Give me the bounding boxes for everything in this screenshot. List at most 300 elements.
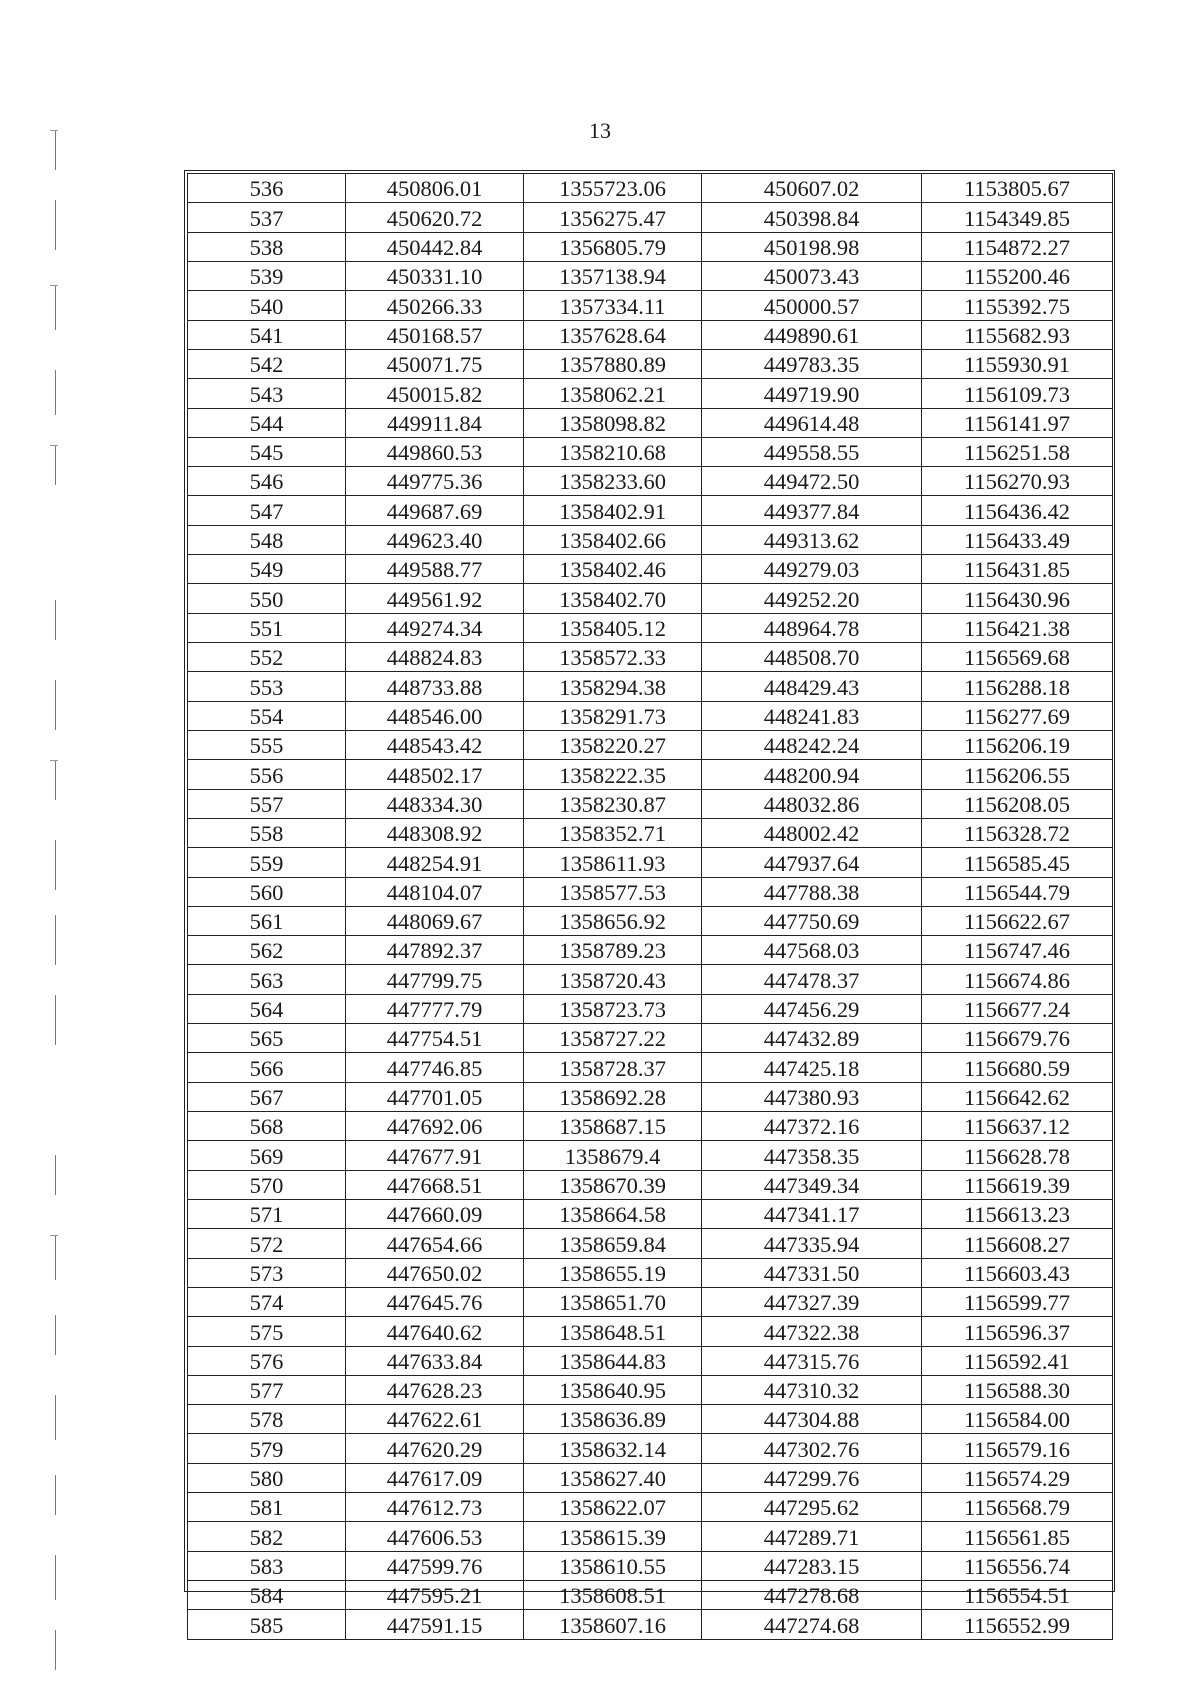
y-coordinate-cell: 1358651.70: [524, 1287, 702, 1316]
y2-coordinate-cell: 1156613.23: [922, 1199, 1113, 1228]
x2-coordinate-cell: 447295.62: [702, 1493, 922, 1522]
scan-edge-mark: [55, 200, 56, 250]
y2-coordinate-cell: 1155682.93: [922, 320, 1113, 349]
coordinate-table: [187, 173, 1113, 1640]
table-row: [188, 789, 1113, 818]
x2-coordinate-cell: 448508.70: [702, 643, 922, 672]
table-row: [188, 1522, 1113, 1551]
y2-coordinate-cell: 1156569.68: [922, 643, 1113, 672]
y2-coordinate-cell: 1156603.43: [922, 1258, 1113, 1287]
scan-edge-mark: [55, 680, 56, 730]
table-row: [188, 1082, 1113, 1111]
y-coordinate-cell: 1356275.47: [524, 203, 702, 232]
y-coordinate-cell: 1358692.28: [524, 1082, 702, 1111]
x-coordinate-cell: 448546.00: [346, 701, 524, 730]
x2-coordinate-cell: 447304.88: [702, 1405, 922, 1434]
x2-coordinate-cell: 447302.76: [702, 1434, 922, 1463]
table-row: [188, 1581, 1113, 1610]
y-coordinate-cell: 1357334.11: [524, 291, 702, 320]
y-coordinate-cell: 1358670.39: [524, 1170, 702, 1199]
y-coordinate-cell: 1358222.35: [524, 760, 702, 789]
x-coordinate-cell: 448254.91: [346, 848, 524, 877]
scan-edge-tick: [50, 1235, 58, 1236]
point-number-cell: 584: [188, 1581, 346, 1610]
x-coordinate-cell: 449561.92: [346, 584, 524, 613]
x2-coordinate-cell: 447432.89: [702, 1024, 922, 1053]
y2-coordinate-cell: 1156599.77: [922, 1287, 1113, 1316]
table-row: [188, 1170, 1113, 1199]
point-number-cell: 545: [188, 437, 346, 466]
table-row: [188, 1053, 1113, 1082]
table-row: [188, 760, 1113, 789]
point-number-cell: 538: [188, 232, 346, 261]
y-coordinate-cell: 1358720.43: [524, 965, 702, 994]
point-number-cell: 557: [188, 789, 346, 818]
table-row: [188, 730, 1113, 759]
y-coordinate-cell: 1358727.22: [524, 1024, 702, 1053]
x-coordinate-cell: 447591.15: [346, 1610, 524, 1639]
x2-coordinate-cell: 447372.16: [702, 1112, 922, 1141]
point-number-cell: 573: [188, 1258, 346, 1287]
x2-coordinate-cell: 447788.38: [702, 877, 922, 906]
x-coordinate-cell: 447595.21: [346, 1581, 524, 1610]
x-coordinate-cell: 447668.51: [346, 1170, 524, 1199]
point-number-cell: 583: [188, 1551, 346, 1580]
point-number-cell: 567: [188, 1082, 346, 1111]
x2-coordinate-cell: 447299.76: [702, 1463, 922, 1492]
point-number-cell: 550: [188, 584, 346, 613]
y-coordinate-cell: 1358789.23: [524, 936, 702, 965]
y-coordinate-cell: 1358622.07: [524, 1493, 702, 1522]
point-number-cell: 570: [188, 1170, 346, 1199]
y2-coordinate-cell: 1156208.05: [922, 789, 1113, 818]
table-row: [188, 320, 1113, 349]
y2-coordinate-cell: 1156679.76: [922, 1024, 1113, 1053]
y2-coordinate-cell: 1156436.42: [922, 496, 1113, 525]
scan-edge-mark: [55, 840, 56, 890]
x-coordinate-cell: 450168.57: [346, 320, 524, 349]
y2-coordinate-cell: 1156561.85: [922, 1522, 1113, 1551]
x-coordinate-cell: 448334.30: [346, 789, 524, 818]
point-number-cell: 559: [188, 848, 346, 877]
point-number-cell: 579: [188, 1434, 346, 1463]
y-coordinate-cell: 1358230.87: [524, 789, 702, 818]
point-number-cell: 577: [188, 1375, 346, 1404]
x2-coordinate-cell: 450607.02: [702, 174, 922, 203]
scan-edge-mark: [55, 600, 56, 640]
point-number-cell: 566: [188, 1053, 346, 1082]
y-coordinate-cell: 1358294.38: [524, 672, 702, 701]
y2-coordinate-cell: 1156277.69: [922, 701, 1113, 730]
table-row: [188, 613, 1113, 642]
x2-coordinate-cell: 447274.68: [702, 1610, 922, 1639]
x-coordinate-cell: 448069.67: [346, 906, 524, 935]
x2-coordinate-cell: 447425.18: [702, 1053, 922, 1082]
x-coordinate-cell: 450442.84: [346, 232, 524, 261]
x-coordinate-cell: 447640.62: [346, 1317, 524, 1346]
x-coordinate-cell: 450620.72: [346, 203, 524, 232]
table-row: [188, 232, 1113, 261]
y2-coordinate-cell: 1156433.49: [922, 525, 1113, 554]
x-coordinate-cell: 447892.37: [346, 936, 524, 965]
y2-coordinate-cell: 1156588.30: [922, 1375, 1113, 1404]
table-row: [188, 936, 1113, 965]
y2-coordinate-cell: 1156579.16: [922, 1434, 1113, 1463]
x-coordinate-cell: 447628.23: [346, 1375, 524, 1404]
point-number-cell: 542: [188, 349, 346, 378]
point-number-cell: 544: [188, 408, 346, 437]
scan-edge-tick: [50, 445, 58, 446]
y2-coordinate-cell: 1156619.39: [922, 1170, 1113, 1199]
table-row: [188, 965, 1113, 994]
y-coordinate-cell: 1358352.71: [524, 818, 702, 847]
y2-coordinate-cell: 1156592.41: [922, 1346, 1113, 1375]
table-row: [188, 701, 1113, 730]
x-coordinate-cell: 450266.33: [346, 291, 524, 320]
point-number-cell: 556: [188, 760, 346, 789]
y-coordinate-cell: 1355723.06: [524, 174, 702, 203]
y2-coordinate-cell: 1156574.29: [922, 1463, 1113, 1492]
table-row: [188, 1551, 1113, 1580]
y2-coordinate-cell: 1156251.58: [922, 437, 1113, 466]
point-number-cell: 572: [188, 1229, 346, 1258]
x-coordinate-cell: 447692.06: [346, 1112, 524, 1141]
point-number-cell: 551: [188, 613, 346, 642]
y-coordinate-cell: 1358687.15: [524, 1112, 702, 1141]
point-number-cell: 571: [188, 1199, 346, 1228]
x-coordinate-cell: 448733.88: [346, 672, 524, 701]
y2-coordinate-cell: 1156628.78: [922, 1141, 1113, 1170]
x2-coordinate-cell: 447289.71: [702, 1522, 922, 1551]
point-number-cell: 582: [188, 1522, 346, 1551]
y-coordinate-cell: 1358098.82: [524, 408, 702, 437]
scan-edge-mark: [55, 915, 56, 965]
y-coordinate-cell: 1358402.46: [524, 555, 702, 584]
x-coordinate-cell: 448824.83: [346, 643, 524, 672]
x2-coordinate-cell: 450398.84: [702, 203, 922, 232]
x-coordinate-cell: 448104.07: [346, 877, 524, 906]
x2-coordinate-cell: 447341.17: [702, 1199, 922, 1228]
y2-coordinate-cell: 1156608.27: [922, 1229, 1113, 1258]
point-number-cell: 555: [188, 730, 346, 759]
y2-coordinate-cell: 1156552.99: [922, 1610, 1113, 1639]
table-row: [188, 818, 1113, 847]
scan-edge-mark: [55, 1315, 56, 1355]
table-row: [188, 1258, 1113, 1287]
scan-edge-mark: [55, 1630, 56, 1670]
y2-coordinate-cell: 1156674.86: [922, 965, 1113, 994]
x2-coordinate-cell: 449783.35: [702, 349, 922, 378]
x2-coordinate-cell: 448032.86: [702, 789, 922, 818]
y-coordinate-cell: 1358655.19: [524, 1258, 702, 1287]
point-number-cell: 552: [188, 643, 346, 672]
x2-coordinate-cell: 448429.43: [702, 672, 922, 701]
x2-coordinate-cell: 447315.76: [702, 1346, 922, 1375]
y-coordinate-cell: 1358640.95: [524, 1375, 702, 1404]
y-coordinate-cell: 1358062.21: [524, 379, 702, 408]
scan-edge-tick: [50, 130, 58, 131]
y-coordinate-cell: 1358610.55: [524, 1551, 702, 1580]
table-row: [188, 672, 1113, 701]
y-coordinate-cell: 1358233.60: [524, 467, 702, 496]
x-coordinate-cell: 447701.05: [346, 1082, 524, 1111]
point-number-cell: 539: [188, 261, 346, 290]
point-number-cell: 543: [188, 379, 346, 408]
table-row: [188, 408, 1113, 437]
table-row: [188, 496, 1113, 525]
y2-coordinate-cell: 1156584.00: [922, 1405, 1113, 1434]
x2-coordinate-cell: 449377.84: [702, 496, 922, 525]
point-number-cell: 548: [188, 525, 346, 554]
y-coordinate-cell: 1358723.73: [524, 994, 702, 1023]
table-row: [188, 1610, 1113, 1639]
x-coordinate-cell: 449911.84: [346, 408, 524, 437]
table-row: [188, 291, 1113, 320]
point-number-cell: 536: [188, 174, 346, 203]
y2-coordinate-cell: 1156554.51: [922, 1581, 1113, 1610]
y2-coordinate-cell: 1153805.67: [922, 174, 1113, 203]
scan-edge-mark: [55, 995, 56, 1045]
table-row: [188, 906, 1113, 935]
scan-edge-mark: [55, 130, 56, 170]
x2-coordinate-cell: 450198.98: [702, 232, 922, 261]
table-row: [188, 848, 1113, 877]
table-row: [188, 1199, 1113, 1228]
point-number-cell: 564: [188, 994, 346, 1023]
y-coordinate-cell: 1358615.39: [524, 1522, 702, 1551]
y-coordinate-cell: 1358636.89: [524, 1405, 702, 1434]
x2-coordinate-cell: 449313.62: [702, 525, 922, 554]
table-row: [188, 379, 1113, 408]
x-coordinate-cell: 449274.34: [346, 613, 524, 642]
y-coordinate-cell: 1356805.79: [524, 232, 702, 261]
table-row: [188, 1375, 1113, 1404]
y-coordinate-cell: 1357628.64: [524, 320, 702, 349]
x-coordinate-cell: 449588.77: [346, 555, 524, 584]
x-coordinate-cell: 449687.69: [346, 496, 524, 525]
table-row: [188, 555, 1113, 584]
scan-edge-mark: [55, 1235, 56, 1280]
y2-coordinate-cell: 1156677.24: [922, 994, 1113, 1023]
y-coordinate-cell: 1358402.70: [524, 584, 702, 613]
x2-coordinate-cell: 449472.50: [702, 467, 922, 496]
x-coordinate-cell: 450331.10: [346, 261, 524, 290]
x-coordinate-cell: 450071.75: [346, 349, 524, 378]
x2-coordinate-cell: 447478.37: [702, 965, 922, 994]
y-coordinate-cell: 1358210.68: [524, 437, 702, 466]
table-row: [188, 994, 1113, 1023]
y-coordinate-cell: 1358728.37: [524, 1053, 702, 1082]
scan-edge-mark: [55, 1475, 56, 1515]
y-coordinate-cell: 1358607.16: [524, 1610, 702, 1639]
y2-coordinate-cell: 1156328.72: [922, 818, 1113, 847]
x-coordinate-cell: 447677.91: [346, 1141, 524, 1170]
x-coordinate-cell: 449860.53: [346, 437, 524, 466]
table-row: [188, 349, 1113, 378]
x2-coordinate-cell: 447322.38: [702, 1317, 922, 1346]
x2-coordinate-cell: 447568.03: [702, 936, 922, 965]
x2-coordinate-cell: 449279.03: [702, 555, 922, 584]
x2-coordinate-cell: 447310.32: [702, 1375, 922, 1404]
y-coordinate-cell: 1358402.91: [524, 496, 702, 525]
point-number-cell: 574: [188, 1287, 346, 1316]
x-coordinate-cell: 447612.73: [346, 1493, 524, 1522]
x-coordinate-cell: 447660.09: [346, 1199, 524, 1228]
point-number-cell: 549: [188, 555, 346, 584]
table-row: [188, 1317, 1113, 1346]
table-row: [188, 437, 1113, 466]
table-row: [188, 203, 1113, 232]
scan-edge-mark: [55, 370, 56, 415]
table-row: [188, 584, 1113, 613]
x2-coordinate-cell: 449719.90: [702, 379, 922, 408]
x2-coordinate-cell: 447335.94: [702, 1229, 922, 1258]
y2-coordinate-cell: 1154872.27: [922, 232, 1113, 261]
y2-coordinate-cell: 1156680.59: [922, 1053, 1113, 1082]
y2-coordinate-cell: 1155200.46: [922, 261, 1113, 290]
x2-coordinate-cell: 449558.55: [702, 437, 922, 466]
x-coordinate-cell: 447645.76: [346, 1287, 524, 1316]
point-number-cell: 578: [188, 1405, 346, 1434]
y-coordinate-cell: 1358572.33: [524, 643, 702, 672]
page-number: 13: [589, 118, 611, 143]
y2-coordinate-cell: 1156596.37: [922, 1317, 1113, 1346]
x-coordinate-cell: 449623.40: [346, 525, 524, 554]
y-coordinate-cell: 1358405.12: [524, 613, 702, 642]
point-number-cell: 580: [188, 1463, 346, 1492]
point-number-cell: 553: [188, 672, 346, 701]
point-number-cell: 547: [188, 496, 346, 525]
point-number-cell: 541: [188, 320, 346, 349]
scan-edge-mark: [55, 1155, 56, 1195]
x2-coordinate-cell: 447937.64: [702, 848, 922, 877]
y2-coordinate-cell: 1155930.91: [922, 349, 1113, 378]
scan-edge-mark: [55, 760, 56, 800]
point-number-cell: 565: [188, 1024, 346, 1053]
table-row: [188, 1229, 1113, 1258]
point-number-cell: 575: [188, 1317, 346, 1346]
y-coordinate-cell: 1358220.27: [524, 730, 702, 759]
point-number-cell: 546: [188, 467, 346, 496]
x-coordinate-cell: 447599.76: [346, 1551, 524, 1580]
x2-coordinate-cell: 448242.24: [702, 730, 922, 759]
point-number-cell: 537: [188, 203, 346, 232]
y-coordinate-cell: 1358659.84: [524, 1229, 702, 1258]
y2-coordinate-cell: 1156747.46: [922, 936, 1113, 965]
x2-coordinate-cell: 447327.39: [702, 1287, 922, 1316]
y-coordinate-cell: 1358648.51: [524, 1317, 702, 1346]
coordinate-table-frame: [184, 170, 1115, 1638]
x2-coordinate-cell: 448200.94: [702, 760, 922, 789]
y-coordinate-cell: 1357880.89: [524, 349, 702, 378]
x-coordinate-cell: 447654.66: [346, 1229, 524, 1258]
x-coordinate-cell: 447633.84: [346, 1346, 524, 1375]
table-row: [188, 467, 1113, 496]
scan-edge-tick: [50, 285, 58, 286]
y2-coordinate-cell: 1156430.96: [922, 584, 1113, 613]
x2-coordinate-cell: 447358.35: [702, 1141, 922, 1170]
point-number-cell: 563: [188, 965, 346, 994]
table-row: [188, 877, 1113, 906]
point-number-cell: 576: [188, 1346, 346, 1375]
y-coordinate-cell: 1358608.51: [524, 1581, 702, 1610]
y2-coordinate-cell: 1156544.79: [922, 877, 1113, 906]
y2-coordinate-cell: 1156642.62: [922, 1082, 1113, 1111]
x2-coordinate-cell: 450000.57: [702, 291, 922, 320]
scan-edge-mark: [55, 1555, 56, 1600]
x-coordinate-cell: 447606.53: [346, 1522, 524, 1551]
table-row: [188, 1493, 1113, 1522]
x-coordinate-cell: 447622.61: [346, 1405, 524, 1434]
y2-coordinate-cell: 1156109.73: [922, 379, 1113, 408]
table-row: [188, 1463, 1113, 1492]
y-coordinate-cell: 1358291.73: [524, 701, 702, 730]
table-row: [188, 1024, 1113, 1053]
point-number-cell: 568: [188, 1112, 346, 1141]
y-coordinate-cell: 1358632.14: [524, 1434, 702, 1463]
table-row: [188, 525, 1113, 554]
y2-coordinate-cell: 1156270.93: [922, 467, 1113, 496]
scan-edge-mark: [55, 1395, 56, 1440]
point-number-cell: 585: [188, 1610, 346, 1639]
table-row: [188, 1287, 1113, 1316]
x-coordinate-cell: 448543.42: [346, 730, 524, 759]
point-number-cell: 581: [188, 1493, 346, 1522]
y-coordinate-cell: 1358679.4: [524, 1141, 702, 1170]
y2-coordinate-cell: 1156141.97: [922, 408, 1113, 437]
y2-coordinate-cell: 1154349.85: [922, 203, 1113, 232]
x-coordinate-cell: 447650.02: [346, 1258, 524, 1287]
y-coordinate-cell: 1357138.94: [524, 261, 702, 290]
table-row: [188, 643, 1113, 672]
x2-coordinate-cell: 447331.50: [702, 1258, 922, 1287]
x2-coordinate-cell: 447349.34: [702, 1170, 922, 1199]
table-row: [188, 174, 1113, 203]
y2-coordinate-cell: 1156585.45: [922, 848, 1113, 877]
point-number-cell: 562: [188, 936, 346, 965]
table-row: [188, 1141, 1113, 1170]
scan-edge-mark: [55, 445, 56, 485]
x2-coordinate-cell: 447750.69: [702, 906, 922, 935]
table-row: [188, 1112, 1113, 1141]
y2-coordinate-cell: 1156421.38: [922, 613, 1113, 642]
y2-coordinate-cell: 1156206.19: [922, 730, 1113, 759]
y2-coordinate-cell: 1155392.75: [922, 291, 1113, 320]
table-row: [188, 1434, 1113, 1463]
y-coordinate-cell: 1358664.58: [524, 1199, 702, 1228]
y-coordinate-cell: 1358656.92: [524, 906, 702, 935]
x2-coordinate-cell: 448964.78: [702, 613, 922, 642]
x2-coordinate-cell: 449890.61: [702, 320, 922, 349]
y-coordinate-cell: 1358402.66: [524, 525, 702, 554]
x-coordinate-cell: 447746.85: [346, 1053, 524, 1082]
point-number-cell: 540: [188, 291, 346, 320]
point-number-cell: 554: [188, 701, 346, 730]
table-row: [188, 261, 1113, 290]
y2-coordinate-cell: 1156288.18: [922, 672, 1113, 701]
y-coordinate-cell: 1358611.93: [524, 848, 702, 877]
y2-coordinate-cell: 1156431.85: [922, 555, 1113, 584]
x-coordinate-cell: 450015.82: [346, 379, 524, 408]
y-coordinate-cell: 1358627.40: [524, 1463, 702, 1492]
table-row: [188, 1346, 1113, 1375]
x-coordinate-cell: 447617.09: [346, 1463, 524, 1492]
y-coordinate-cell: 1358577.53: [524, 877, 702, 906]
y2-coordinate-cell: 1156556.74: [922, 1551, 1113, 1580]
x-coordinate-cell: 447777.79: [346, 994, 524, 1023]
x2-coordinate-cell: 447278.68: [702, 1581, 922, 1610]
y2-coordinate-cell: 1156568.79: [922, 1493, 1113, 1522]
